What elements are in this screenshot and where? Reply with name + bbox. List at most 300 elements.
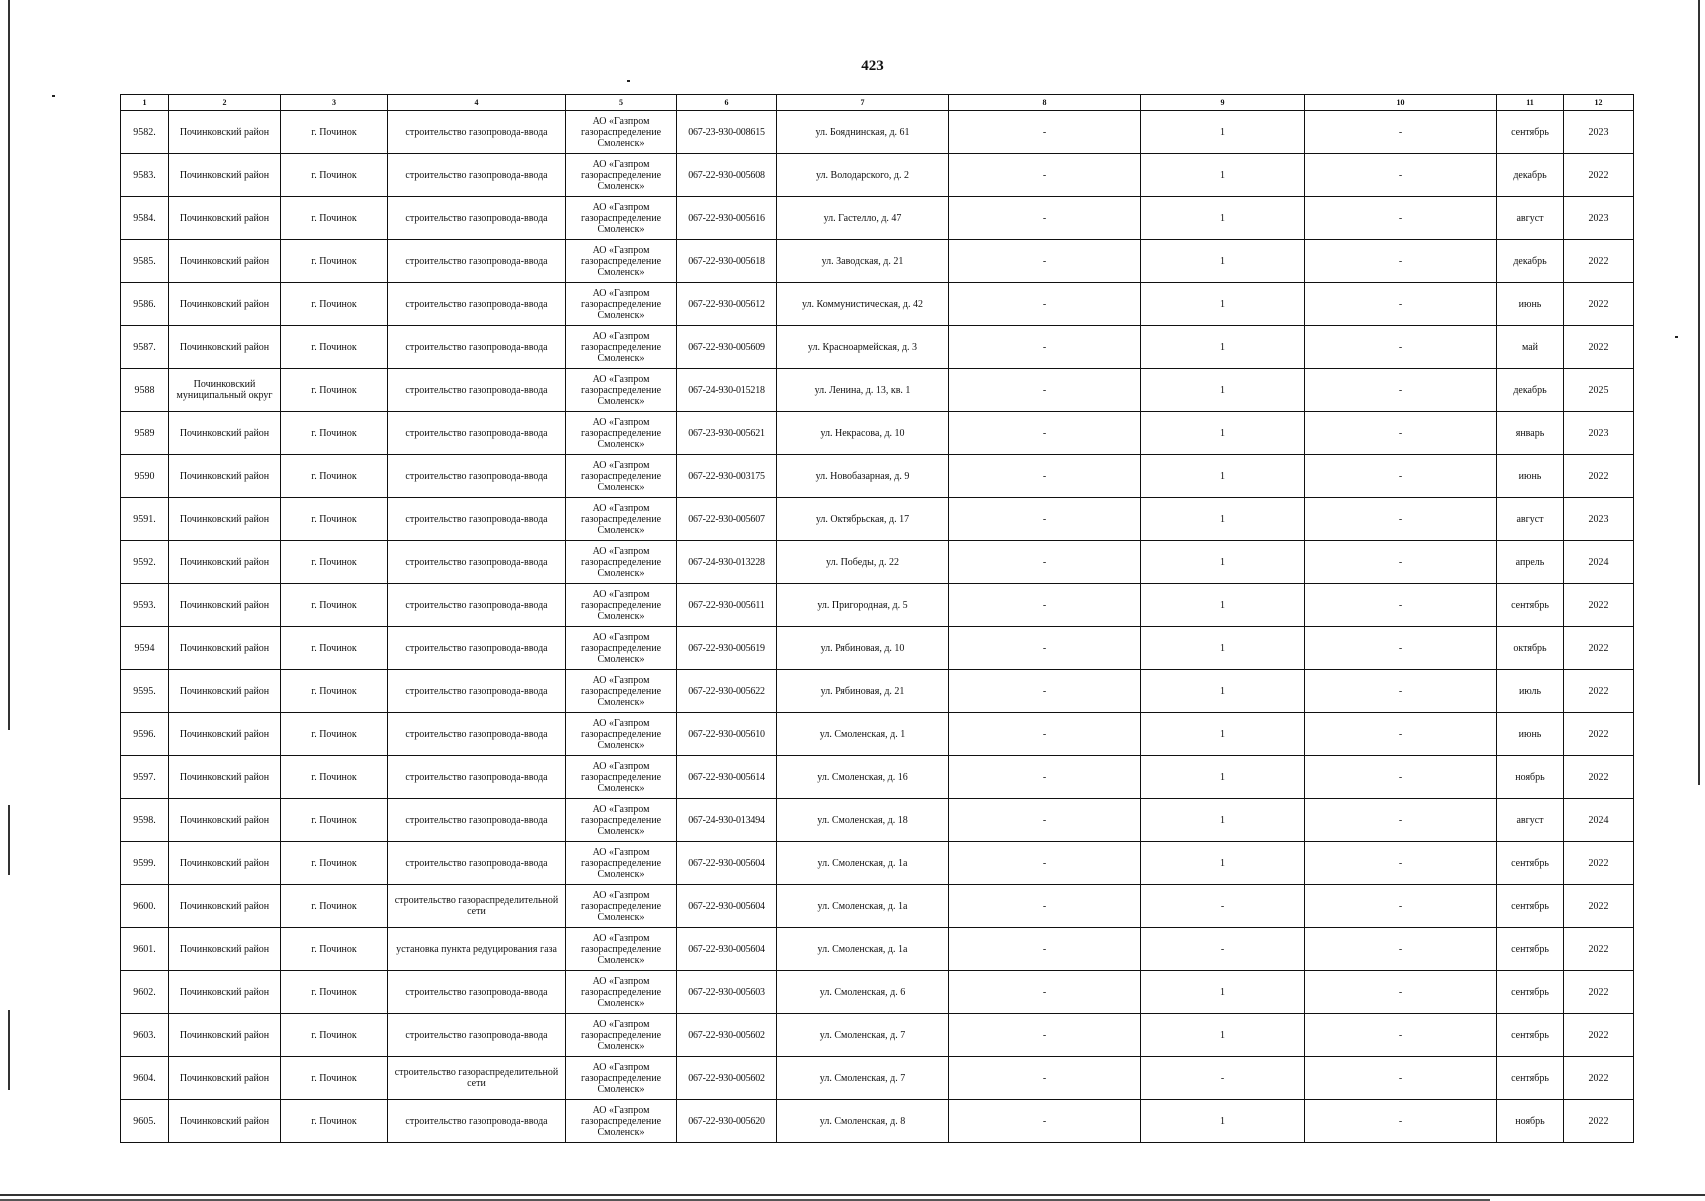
scan-speck xyxy=(627,80,630,82)
code-cell: 067-22-930-005602 xyxy=(677,1057,777,1100)
work-type-cell: строительство газопровода-ввода xyxy=(388,971,566,1014)
header-row xyxy=(121,95,1634,111)
scan-speck xyxy=(52,95,55,97)
column-9-cell: 1 xyxy=(1141,283,1305,326)
column-8-cell: - xyxy=(949,412,1141,455)
column-10-cell: - xyxy=(1305,713,1497,756)
town-cell: г. Починок xyxy=(281,885,388,928)
year-cell: 2022 xyxy=(1564,1057,1634,1100)
district-cell: Починковский район xyxy=(169,842,281,885)
organization-cell: АО «Газпром газораспределение Смоленск» xyxy=(566,455,677,498)
address-cell: ул. Смоленская, д. 1а xyxy=(777,842,949,885)
month-cell: август xyxy=(1497,498,1564,541)
work-type-cell: строительство газопровода-ввода xyxy=(388,498,566,541)
code-cell: 067-24-930-013228 xyxy=(677,541,777,584)
column-10-cell: - xyxy=(1305,842,1497,885)
code-cell: 067-22-930-005604 xyxy=(677,928,777,971)
column-10-cell: - xyxy=(1305,154,1497,197)
organization-cell: АО «Газпром газораспределение Смоленск» xyxy=(566,1057,677,1100)
organization-cell: АО «Газпром газораспределение Смоленск» xyxy=(566,885,677,928)
year-cell: 2022 xyxy=(1564,283,1634,326)
column-10-cell: - xyxy=(1305,240,1497,283)
row-number: 9592. xyxy=(121,541,169,584)
year-cell: 2022 xyxy=(1564,971,1634,1014)
row-number: 9604. xyxy=(121,1057,169,1100)
row-number: 9596. xyxy=(121,713,169,756)
code-cell: 067-22-930-005609 xyxy=(677,326,777,369)
organization-cell: АО «Газпром газораспределение Смоленск» xyxy=(566,799,677,842)
table-row xyxy=(121,670,1634,713)
column-10-cell: - xyxy=(1305,885,1497,928)
column-9-cell: 1 xyxy=(1141,197,1305,240)
district-cell: Починковский район xyxy=(169,197,281,240)
code-cell: 067-22-930-005619 xyxy=(677,627,777,670)
column-9-cell: 1 xyxy=(1141,412,1305,455)
district-cell: Починковский район xyxy=(169,326,281,369)
address-cell: ул. Смоленская, д. 8 xyxy=(777,1100,949,1143)
table-row xyxy=(121,1057,1634,1100)
address-cell: ул. Некрасова, д. 10 xyxy=(777,412,949,455)
work-type-cell: строительство газопровода-ввода xyxy=(388,412,566,455)
column-9-cell: 1 xyxy=(1141,326,1305,369)
year-cell: 2022 xyxy=(1564,627,1634,670)
row-number: 9589 xyxy=(121,412,169,455)
year-cell: 2025 xyxy=(1564,369,1634,412)
column-9-cell: 1 xyxy=(1141,971,1305,1014)
town-cell: г. Починок xyxy=(281,799,388,842)
column-10-cell: - xyxy=(1305,369,1497,412)
column-9-cell: 1 xyxy=(1141,455,1305,498)
district-cell: Починковский район xyxy=(169,1014,281,1057)
code-cell: 067-22-930-005608 xyxy=(677,154,777,197)
table-row xyxy=(121,498,1634,541)
scan-edge-line xyxy=(8,0,10,730)
column-header-8: 8 xyxy=(949,95,1141,111)
table-row xyxy=(121,713,1634,756)
column-header-2: 2 xyxy=(169,95,281,111)
town-cell: г. Починок xyxy=(281,369,388,412)
column-header-1: 1 xyxy=(121,95,169,111)
code-cell: 067-22-930-005603 xyxy=(677,971,777,1014)
town-cell: г. Починок xyxy=(281,154,388,197)
year-cell: 2023 xyxy=(1564,412,1634,455)
column-9-cell: 1 xyxy=(1141,154,1305,197)
row-number: 9600. xyxy=(121,885,169,928)
table-row xyxy=(121,197,1634,240)
district-cell: Починковский район xyxy=(169,498,281,541)
column-header-3: 3 xyxy=(281,95,388,111)
code-cell: 067-23-930-008615 xyxy=(677,111,777,154)
column-10-cell: - xyxy=(1305,584,1497,627)
organization-cell: АО «Газпром газораспределение Смоленск» xyxy=(566,627,677,670)
scan-edge-line xyxy=(1698,0,1700,785)
town-cell: г. Починок xyxy=(281,756,388,799)
code-cell: 067-22-930-005618 xyxy=(677,240,777,283)
district-cell: Починковский район xyxy=(169,971,281,1014)
column-8-cell: - xyxy=(949,713,1141,756)
district-cell: Починковский район xyxy=(169,1057,281,1100)
column-8-cell: - xyxy=(949,369,1141,412)
code-cell: 067-22-930-005620 xyxy=(677,1100,777,1143)
month-cell: сентябрь xyxy=(1497,971,1564,1014)
work-type-cell: строительство газопровода-ввода xyxy=(388,111,566,154)
year-cell: 2024 xyxy=(1564,541,1634,584)
organization-cell: АО «Газпром газораспределение Смоленск» xyxy=(566,756,677,799)
year-cell: 2023 xyxy=(1564,111,1634,154)
address-cell: ул. Володарского, д. 2 xyxy=(777,154,949,197)
table-body xyxy=(121,111,1634,1143)
code-cell: 067-24-930-013494 xyxy=(677,799,777,842)
row-number: 9591. xyxy=(121,498,169,541)
month-cell: сентябрь xyxy=(1497,928,1564,971)
district-cell: Починковский район xyxy=(169,541,281,584)
month-cell: ноябрь xyxy=(1497,1100,1564,1143)
work-type-cell: строительство газопровода-ввода xyxy=(388,713,566,756)
address-cell: ул. Новобазарная, д. 9 xyxy=(777,455,949,498)
work-type-cell: строительство газопровода-ввода xyxy=(388,756,566,799)
column-header-5: 5 xyxy=(566,95,677,111)
district-cell: Починковский район xyxy=(169,584,281,627)
town-cell: г. Починок xyxy=(281,842,388,885)
month-cell: декабрь xyxy=(1497,369,1564,412)
table-row xyxy=(121,1014,1634,1057)
year-cell: 2023 xyxy=(1564,498,1634,541)
scan-edge-line xyxy=(8,805,10,875)
column-9-cell: 1 xyxy=(1141,1014,1305,1057)
year-cell: 2022 xyxy=(1564,584,1634,627)
column-8-cell: - xyxy=(949,283,1141,326)
column-9-cell: 1 xyxy=(1141,670,1305,713)
organization-cell: АО «Газпром газораспределение Смоленск» xyxy=(566,842,677,885)
code-cell: 067-22-930-005616 xyxy=(677,197,777,240)
page-number: 423 xyxy=(861,58,884,74)
code-cell: 067-22-930-005622 xyxy=(677,670,777,713)
organization-cell: АО «Газпром газораспределение Смоленск» xyxy=(566,197,677,240)
district-cell: Починковский район xyxy=(169,240,281,283)
month-cell: декабрь xyxy=(1497,240,1564,283)
town-cell: г. Починок xyxy=(281,283,388,326)
table-row xyxy=(121,154,1634,197)
district-cell: Починковский район xyxy=(169,627,281,670)
scan-speck xyxy=(1675,336,1678,338)
year-cell: 2024 xyxy=(1564,799,1634,842)
column-10-cell: - xyxy=(1305,971,1497,1014)
town-cell: г. Починок xyxy=(281,928,388,971)
work-type-cell: строительство газопровода-ввода xyxy=(388,283,566,326)
address-cell: ул. Смоленская, д. 16 xyxy=(777,756,949,799)
code-cell: 067-22-930-005612 xyxy=(677,283,777,326)
column-10-cell: - xyxy=(1305,1057,1497,1100)
table-row xyxy=(121,111,1634,154)
year-cell: 2022 xyxy=(1564,928,1634,971)
organization-cell: АО «Газпром газораспределение Смоленск» xyxy=(566,111,677,154)
district-cell: Починковский район xyxy=(169,885,281,928)
month-cell: январь xyxy=(1497,412,1564,455)
district-cell: Починковский район xyxy=(169,154,281,197)
town-cell: г. Починок xyxy=(281,111,388,154)
address-cell: ул. Октябрьская, д. 17 xyxy=(777,498,949,541)
month-cell: август xyxy=(1497,799,1564,842)
column-header-9: 9 xyxy=(1141,95,1305,111)
year-cell: 2023 xyxy=(1564,197,1634,240)
code-cell: 067-22-930-005604 xyxy=(677,842,777,885)
work-type-cell: строительство газопровода-ввода xyxy=(388,1014,566,1057)
code-cell: 067-22-930-005614 xyxy=(677,756,777,799)
column-10-cell: - xyxy=(1305,670,1497,713)
column-8-cell: - xyxy=(949,1100,1141,1143)
organization-cell: АО «Газпром газораспределение Смоленск» xyxy=(566,670,677,713)
column-10-cell: - xyxy=(1305,756,1497,799)
work-type-cell: строительство газопровода-ввода xyxy=(388,197,566,240)
organization-cell: АО «Газпром газораспределение Смоленск» xyxy=(566,412,677,455)
registry-table xyxy=(120,94,1634,1143)
month-cell: сентябрь xyxy=(1497,885,1564,928)
row-number: 9593. xyxy=(121,584,169,627)
table-row xyxy=(121,584,1634,627)
column-8-cell: - xyxy=(949,1057,1141,1100)
column-8-cell: - xyxy=(949,455,1141,498)
address-cell: ул. Пригородная, д. 5 xyxy=(777,584,949,627)
address-cell: ул. Красноармейская, д. 3 xyxy=(777,326,949,369)
column-9-cell: 1 xyxy=(1141,369,1305,412)
table-row xyxy=(121,369,1634,412)
town-cell: г. Починок xyxy=(281,455,388,498)
district-cell: Починковский район xyxy=(169,283,281,326)
work-type-cell: строительство газопровода-ввода xyxy=(388,541,566,584)
year-cell: 2022 xyxy=(1564,842,1634,885)
column-header-10: 10 xyxy=(1305,95,1497,111)
table-row xyxy=(121,627,1634,670)
address-cell: ул. Смоленская, д. 6 xyxy=(777,971,949,1014)
town-cell: г. Починок xyxy=(281,412,388,455)
year-cell: 2022 xyxy=(1564,670,1634,713)
work-type-cell: строительство газораспределительной сети xyxy=(388,885,566,928)
code-cell: 067-22-930-003175 xyxy=(677,455,777,498)
column-10-cell: - xyxy=(1305,1100,1497,1143)
column-10-cell: - xyxy=(1305,326,1497,369)
column-8-cell: - xyxy=(949,111,1141,154)
column-header-7: 7 xyxy=(777,95,949,111)
row-number: 9586. xyxy=(121,283,169,326)
month-cell: сентябрь xyxy=(1497,111,1564,154)
district-cell: Починковский район xyxy=(169,455,281,498)
work-type-cell: строительство газопровода-ввода xyxy=(388,842,566,885)
address-cell: ул. Заводская, д. 21 xyxy=(777,240,949,283)
organization-cell: АО «Газпром газораспределение Смоленск» xyxy=(566,283,677,326)
organization-cell: АО «Газпром газораспределение Смоленск» xyxy=(566,498,677,541)
month-cell: июль xyxy=(1497,670,1564,713)
work-type-cell: строительство газопровода-ввода xyxy=(388,455,566,498)
month-cell: июнь xyxy=(1497,283,1564,326)
row-number: 9602. xyxy=(121,971,169,1014)
column-8-cell: - xyxy=(949,756,1141,799)
address-cell: ул. Смоленская, д. 1 xyxy=(777,713,949,756)
town-cell: г. Починок xyxy=(281,197,388,240)
scan-edge-line xyxy=(0,1194,1705,1196)
work-type-cell: строительство газопровода-ввода xyxy=(388,1100,566,1143)
organization-cell: АО «Газпром газораспределение Смоленск» xyxy=(566,326,677,369)
organization-cell: АО «Газпром газораспределение Смоленск» xyxy=(566,584,677,627)
column-10-cell: - xyxy=(1305,799,1497,842)
town-cell: г. Починок xyxy=(281,498,388,541)
year-cell: 2022 xyxy=(1564,1014,1634,1057)
organization-cell: АО «Газпром газораспределение Смоленск» xyxy=(566,1014,677,1057)
column-10-cell: - xyxy=(1305,412,1497,455)
month-cell: октябрь xyxy=(1497,627,1564,670)
column-8-cell: - xyxy=(949,670,1141,713)
column-9-cell: 1 xyxy=(1141,240,1305,283)
town-cell: г. Починок xyxy=(281,1057,388,1100)
year-cell: 2022 xyxy=(1564,1100,1634,1143)
column-9-cell: 1 xyxy=(1141,799,1305,842)
work-type-cell: строительство газораспределительной сети xyxy=(388,1057,566,1100)
column-8-cell: - xyxy=(949,240,1141,283)
district-cell: Починковский район xyxy=(169,111,281,154)
code-cell: 067-22-930-005604 xyxy=(677,885,777,928)
row-number: 9583. xyxy=(121,154,169,197)
town-cell: г. Починок xyxy=(281,326,388,369)
district-cell: Починковский район xyxy=(169,799,281,842)
column-9-cell: - xyxy=(1141,928,1305,971)
month-cell: май xyxy=(1497,326,1564,369)
column-8-cell: - xyxy=(949,928,1141,971)
year-cell: 2022 xyxy=(1564,154,1634,197)
column-8-cell: - xyxy=(949,842,1141,885)
district-cell: Починковский район xyxy=(169,713,281,756)
column-8-cell: - xyxy=(949,885,1141,928)
address-cell: ул. Гастелло, д. 47 xyxy=(777,197,949,240)
address-cell: ул. Бояднинская, д. 61 xyxy=(777,111,949,154)
organization-cell: АО «Газпром газораспределение Смоленск» xyxy=(566,971,677,1014)
column-10-cell: - xyxy=(1305,1014,1497,1057)
month-cell: декабрь xyxy=(1497,154,1564,197)
table-row xyxy=(121,842,1634,885)
scan-edge-line xyxy=(8,1010,10,1090)
column-10-cell: - xyxy=(1305,111,1497,154)
table-row xyxy=(121,971,1634,1014)
code-cell: 067-22-930-005610 xyxy=(677,713,777,756)
column-10-cell: - xyxy=(1305,928,1497,971)
district-cell: Починковский район xyxy=(169,756,281,799)
month-cell: сентябрь xyxy=(1497,1057,1564,1100)
town-cell: г. Починок xyxy=(281,1014,388,1057)
district-cell: Починковский район xyxy=(169,670,281,713)
address-cell: ул. Ленина, д. 13, кв. 1 xyxy=(777,369,949,412)
town-cell: г. Починок xyxy=(281,670,388,713)
organization-cell: АО «Газпром газораспределение Смоленск» xyxy=(566,154,677,197)
row-number: 9582. xyxy=(121,111,169,154)
row-number: 9588 xyxy=(121,369,169,412)
column-9-cell: 1 xyxy=(1141,584,1305,627)
column-header-6: 6 xyxy=(677,95,777,111)
column-10-cell: - xyxy=(1305,627,1497,670)
organization-cell: АО «Газпром газораспределение Смоленск» xyxy=(566,541,677,584)
work-type-cell: строительство газопровода-ввода xyxy=(388,369,566,412)
column-8-cell: - xyxy=(949,799,1141,842)
code-cell: 067-23-930-005621 xyxy=(677,412,777,455)
year-cell: 2022 xyxy=(1564,756,1634,799)
year-cell: 2022 xyxy=(1564,713,1634,756)
month-cell: апрель xyxy=(1497,541,1564,584)
town-cell: г. Починок xyxy=(281,541,388,584)
month-cell: сентябрь xyxy=(1497,842,1564,885)
column-8-cell: - xyxy=(949,541,1141,584)
table-row xyxy=(121,756,1634,799)
column-8-cell: - xyxy=(949,1014,1141,1057)
column-10-cell: - xyxy=(1305,498,1497,541)
year-cell: 2022 xyxy=(1564,455,1634,498)
column-10-cell: - xyxy=(1305,197,1497,240)
column-9-cell: - xyxy=(1141,1057,1305,1100)
column-9-cell: 1 xyxy=(1141,627,1305,670)
column-9-cell: 1 xyxy=(1141,842,1305,885)
column-header-12: 12 xyxy=(1564,95,1634,111)
table-row xyxy=(121,455,1634,498)
address-cell: ул. Смоленская, д. 7 xyxy=(777,1057,949,1100)
table-row xyxy=(121,283,1634,326)
address-cell: ул. Рябиновая, д. 21 xyxy=(777,670,949,713)
month-cell: сентябрь xyxy=(1497,1014,1564,1057)
column-8-cell: - xyxy=(949,326,1141,369)
work-type-cell: строительство газопровода-ввода xyxy=(388,627,566,670)
row-number: 9595. xyxy=(121,670,169,713)
row-number: 9594 xyxy=(121,627,169,670)
row-number: 9584. xyxy=(121,197,169,240)
town-cell: г. Починок xyxy=(281,1100,388,1143)
work-type-cell: установка пункта редуцирования газа xyxy=(388,928,566,971)
row-number: 9598. xyxy=(121,799,169,842)
month-cell: ноябрь xyxy=(1497,756,1564,799)
column-9-cell: 1 xyxy=(1141,541,1305,584)
table-row xyxy=(121,1100,1634,1143)
table-row xyxy=(121,240,1634,283)
code-cell: 067-24-930-015218 xyxy=(677,369,777,412)
work-type-cell: строительство газопровода-ввода xyxy=(388,799,566,842)
column-9-cell: 1 xyxy=(1141,756,1305,799)
address-cell: ул. Победы, д. 22 xyxy=(777,541,949,584)
column-8-cell: - xyxy=(949,627,1141,670)
organization-cell: АО «Газпром газораспределение Смоленск» xyxy=(566,369,677,412)
row-number: 9597. xyxy=(121,756,169,799)
year-cell: 2022 xyxy=(1564,885,1634,928)
column-9-cell: 1 xyxy=(1141,713,1305,756)
district-cell: Починковский муниципальный округ xyxy=(169,369,281,412)
column-header-11: 11 xyxy=(1497,95,1564,111)
column-8-cell: - xyxy=(949,498,1141,541)
table-row xyxy=(121,928,1634,971)
address-cell: ул. Рябиновая, д. 10 xyxy=(777,627,949,670)
code-cell: 067-22-930-005611 xyxy=(677,584,777,627)
address-cell: ул. Коммунистическая, д. 42 xyxy=(777,283,949,326)
year-cell: 2022 xyxy=(1564,240,1634,283)
address-cell: ул. Смоленская, д. 7 xyxy=(777,1014,949,1057)
town-cell: г. Починок xyxy=(281,971,388,1014)
row-number: 9603. xyxy=(121,1014,169,1057)
table-row xyxy=(121,799,1634,842)
column-10-cell: - xyxy=(1305,455,1497,498)
column-9-cell: 1 xyxy=(1141,498,1305,541)
town-cell: г. Починок xyxy=(281,627,388,670)
district-cell: Починковский район xyxy=(169,928,281,971)
work-type-cell: строительство газопровода-ввода xyxy=(388,326,566,369)
table-row xyxy=(121,541,1634,584)
column-8-cell: - xyxy=(949,584,1141,627)
table-row xyxy=(121,412,1634,455)
organization-cell: АО «Газпром газораспределение Смоленск» xyxy=(566,1100,677,1143)
column-10-cell: - xyxy=(1305,541,1497,584)
address-cell: ул. Смоленская, д. 1а xyxy=(777,885,949,928)
code-cell: 067-22-930-005602 xyxy=(677,1014,777,1057)
